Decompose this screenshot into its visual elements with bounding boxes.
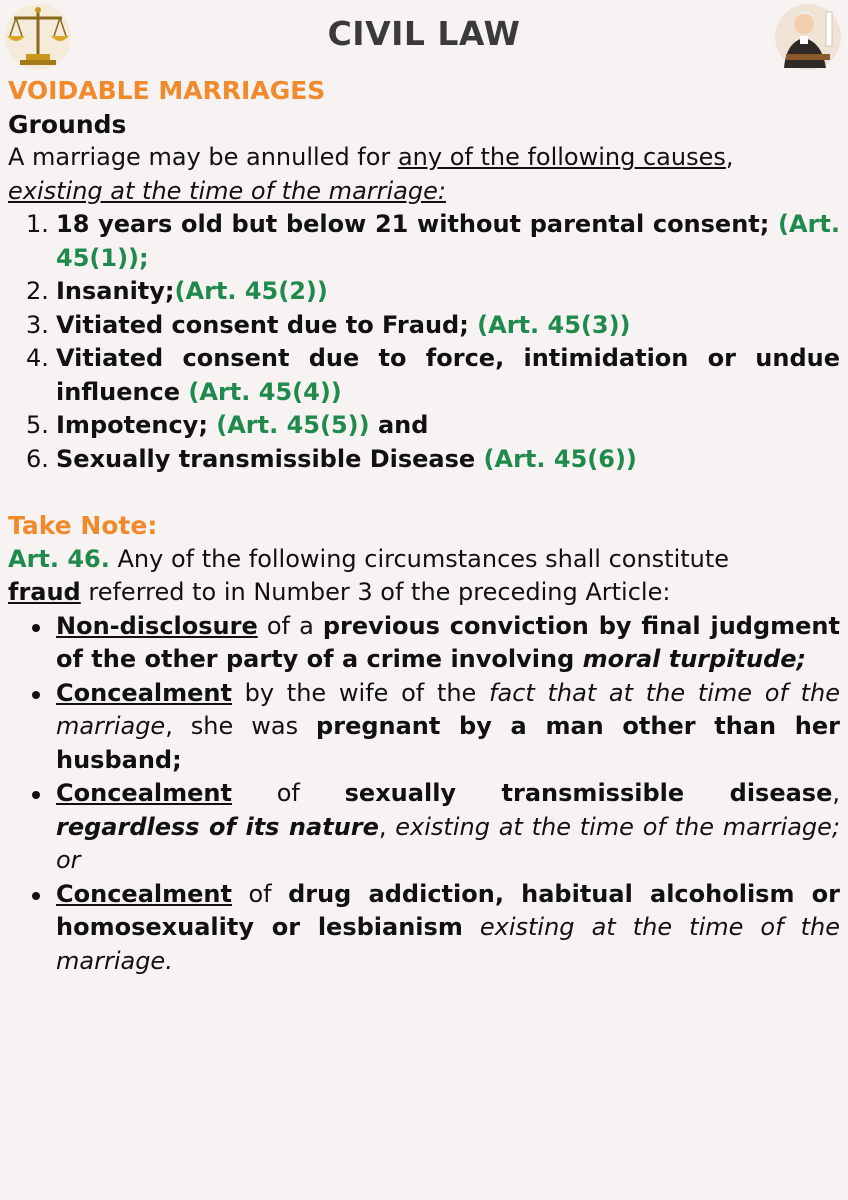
ground-suffix: and xyxy=(369,411,429,439)
item-bold: pregnant by a man other than her husband; xyxy=(56,712,840,774)
list-item xyxy=(56,208,840,275)
spacer xyxy=(8,476,840,509)
list-item xyxy=(56,309,840,343)
list-item xyxy=(56,777,840,878)
ground-text: 18 years old but below 21 without parental consent; xyxy=(56,210,779,238)
item-bold: previous conviction by final judgment of the other party of a crime involving xyxy=(56,611,840,673)
item-text: of xyxy=(231,879,289,908)
grounds-list xyxy=(8,208,840,476)
article-ref: (Art. 45(5)) xyxy=(216,411,370,439)
article-label: Art. 46. xyxy=(8,544,110,573)
item-italic: fact that at the time of the marriage xyxy=(56,678,840,740)
item-lead: Concealment xyxy=(56,879,232,908)
intro-italic: existing at the time of the marriage: xyxy=(8,176,446,205)
item-text: of a xyxy=(257,611,323,640)
article-text: Any of the following circumstances shall constitute xyxy=(109,544,730,573)
list-item xyxy=(56,409,840,443)
item-italic: existing at the time of the marriage; or xyxy=(56,812,840,874)
ground-text: Impotency; xyxy=(56,411,217,439)
article-46-paragraph xyxy=(8,543,840,610)
list-item xyxy=(56,677,840,778)
list-item xyxy=(56,878,840,979)
list-item xyxy=(56,443,840,477)
intro-paragraph xyxy=(8,141,840,208)
article-ref: (Art. 45(2)) xyxy=(174,277,328,305)
list-item xyxy=(56,275,840,309)
item-text: of xyxy=(231,779,345,807)
intro-underlined: any of the following causes xyxy=(397,143,726,171)
item-italic: existing at the time of the marriage. xyxy=(56,913,840,975)
article-ref: (Art. 45(6)) xyxy=(483,444,637,473)
ground-text: Sexually transmissible Disease xyxy=(56,444,484,473)
article-ref: (Art. 45(1)); xyxy=(56,210,840,272)
document-body xyxy=(8,74,840,978)
item-text: , xyxy=(378,812,396,841)
intro-text: A marriage may be annulled for xyxy=(8,143,398,171)
article-ref: (Art. 45(4)) xyxy=(188,377,342,406)
judge-avatar-icon xyxy=(774,2,842,72)
item-lead: Non-disclosure xyxy=(56,611,258,640)
section-title: VOIDABLE MARRIAGES xyxy=(8,76,326,105)
fraud-list xyxy=(8,610,840,979)
item-bold: sexually transmissible disease xyxy=(344,779,833,807)
item-bold-italic: moral turpitude; xyxy=(582,645,807,673)
page-title: CIVIL LAW xyxy=(327,14,521,53)
item-text: , xyxy=(832,779,841,807)
item-lead: Concealment xyxy=(56,779,232,807)
ground-text: Insanity; xyxy=(56,277,175,305)
fraud-word: fraud xyxy=(8,578,81,606)
list-item xyxy=(56,342,840,409)
article-text-end: referred to in Number 3 of the preceding Article: xyxy=(80,578,671,606)
item-lead: Concealment xyxy=(56,678,232,707)
intro-comma: , xyxy=(725,143,734,171)
item-text: by the wife of the xyxy=(231,678,490,707)
list-item xyxy=(56,610,840,677)
item-text xyxy=(463,913,480,941)
item-text: , she was xyxy=(165,712,317,740)
article-ref: (Art. 45(3)) xyxy=(477,310,631,339)
item-bold-italic: regardless of its nature xyxy=(56,812,379,841)
ground-text: Vitiated consent due to force, intimidation or undue influence xyxy=(56,344,840,406)
section-subtitle: Grounds xyxy=(8,109,127,139)
ground-text: Vitiated consent due to Fraud; xyxy=(56,310,478,339)
item-bold: drug addiction, habitual alcoholism or homosexuality or lesbianism xyxy=(56,879,840,941)
note-title: Take Note: xyxy=(8,511,158,540)
